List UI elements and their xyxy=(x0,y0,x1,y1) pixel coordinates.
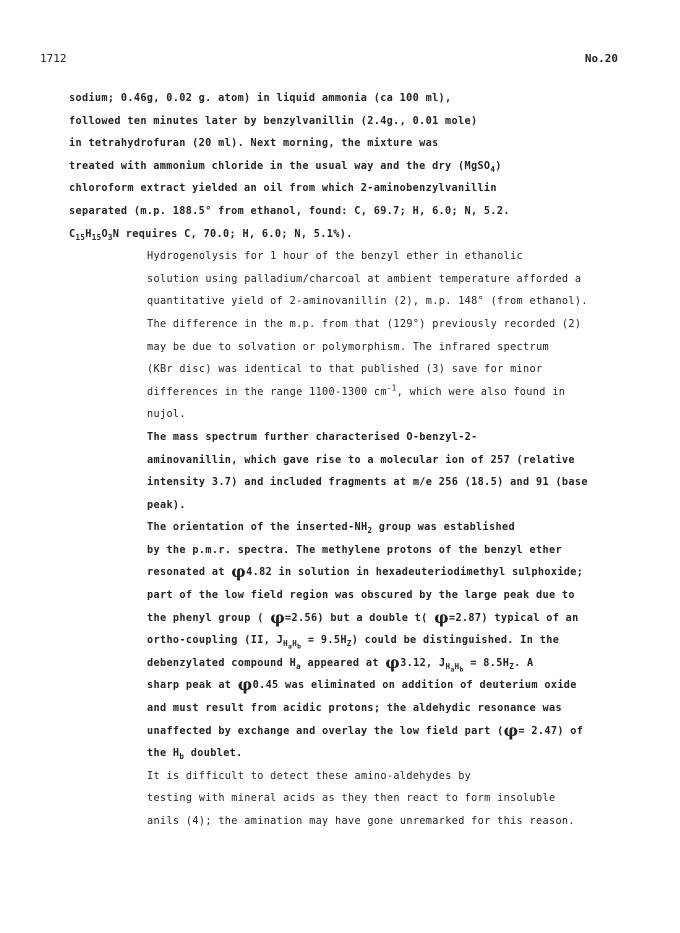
text-line: sharp peak at φ0.45 was eliminated on addition of deuterium oxide xyxy=(147,675,577,695)
issue-number: No.20 xyxy=(584,52,618,65)
paragraph xyxy=(69,88,559,246)
text-line: The orientation of the inserted-$NH_2$ group was established xyxy=(147,522,515,536)
paragraph xyxy=(69,246,588,427)
text-line: intensity 3.7) and included fragments at m/e 256 (18.5) and 91 (base xyxy=(147,477,588,489)
text-line: by the p.m.r. spectra. The methylene protons of the benzyl ether xyxy=(147,544,562,556)
text-line: debenzylated compound $H_a$ appeared at φ3.12, $J_{H_aH_b} = 8.5H_Z$. A xyxy=(147,652,534,674)
text-line: differences in the range 1100-1300 $cm^{-1}$, which were also found in xyxy=(147,383,566,398)
text-line: followed ten minutes later by benzylvanillin (2.4g., 0.01 mole) xyxy=(69,115,478,127)
text-line: resonated at φ4.82 in solution in hexadeuteriodimethyl sulphoxide; xyxy=(147,562,584,582)
text-line: anils (4); the amination may have gone unremarked for this reason. xyxy=(147,816,575,827)
text-line: ortho-coupling (II, $J_{H_aH_b} = 9.5H_Z$) could be distinguished. In the xyxy=(147,635,560,651)
page-number: 1712 xyxy=(40,52,67,65)
text-line: separated (m.p. 188.5° from ethanol, found: C, 69.7; H, 6.0; N, 5.2. xyxy=(69,205,510,217)
text-line: nujol. xyxy=(147,409,186,421)
paragraph xyxy=(69,427,588,517)
text-line: $C_{15}H_{15}O_3N$ requires C, 70.0; H, 6.0; N, 5.1%). xyxy=(69,228,353,242)
text-line: sodium; 0.46g, 0.02 g. atom) in liquid ammonia (ca 100 ml), xyxy=(69,93,452,104)
text-line: quantitative yield of 2-aminovanillin (2), m.p. 148° (from ethanol). xyxy=(147,296,588,308)
text-line: unaffected by exchange and overlay the low field part (φ= 2.47) of xyxy=(147,720,584,740)
text-line: The difference in the m.p. from that (129°) previously recorded (2) xyxy=(147,318,582,330)
text-line: It is difficult to detect these amino-aldehydes by xyxy=(147,770,472,782)
paragraph xyxy=(69,517,584,766)
text-line: The mass spectrum further characterised O-benzyl-2- xyxy=(147,431,478,443)
text-line: (KBr disc) was identical to that published (3) save for minor xyxy=(147,364,543,376)
text-line: the phenyl group ( φ=2.56) but a double t( φ=2.87) typical of an xyxy=(147,607,579,627)
text-line: testing with mineral acids as they then react to form insoluble xyxy=(147,793,556,805)
text-line: aminovanillin, which gave rise to a molecular ion of 257 (relative xyxy=(147,454,575,466)
text-line: solution using palladium/charcoal at ambient temperature afforded a xyxy=(147,273,582,285)
body-text xyxy=(69,88,588,834)
paragraph xyxy=(69,766,575,834)
text-line: peak). xyxy=(147,499,186,511)
text-line: may be due to solvation or polymorphism. The infrared spectrum xyxy=(147,341,549,353)
text-line: chloroform extract yielded an oil from which 2-aminobenzylvanillin xyxy=(69,183,497,195)
text-line: and must result from acidic protons; the aldehydic resonance was xyxy=(147,703,562,715)
text-line: treated with ammonium chloride in the usual way and the dry (MgSO$_4$) xyxy=(69,160,502,174)
text-line: the $H_b$ doublet. xyxy=(147,748,243,762)
text-line: in tetrahydrofuran (20 ml). Next morning, the mixture was xyxy=(69,138,439,150)
text-line: Hydrogenolysis for 1 hour of the benzyl ether in ethanolic xyxy=(147,251,524,263)
text-line: part of the low field region was obscured by the large peak due to xyxy=(147,590,575,602)
